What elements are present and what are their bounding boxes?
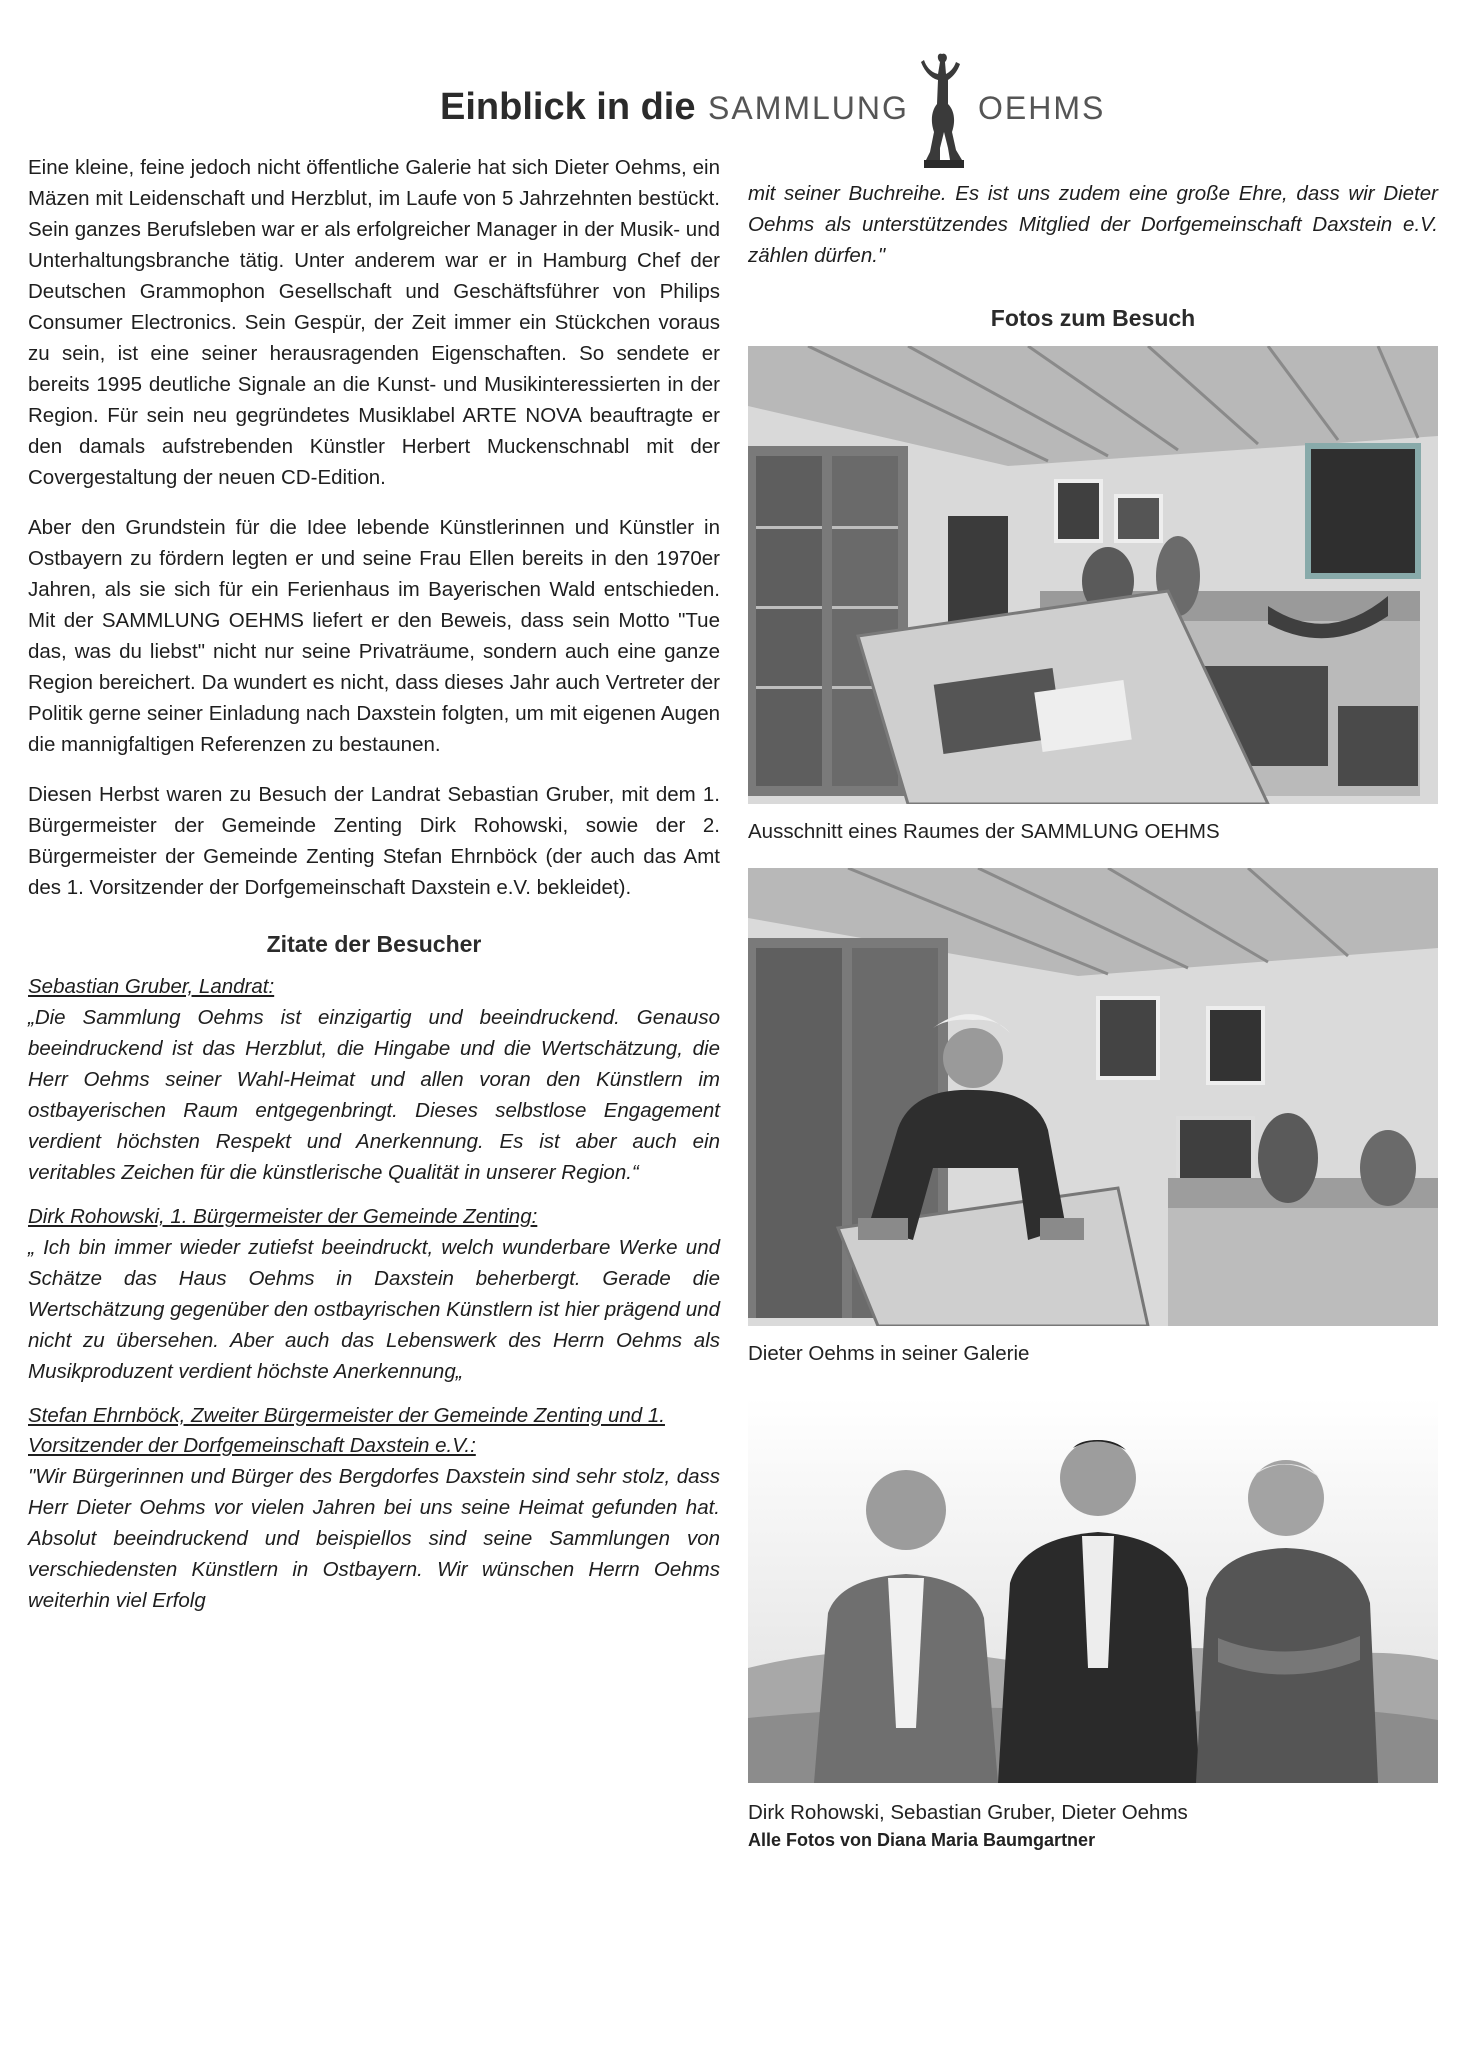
quote-text-rohowski: „ Ich bin immer wieder zutiefst beeindruckt, welch wunderbare Werke und Schätze das Haus Oehms in Daxstein beherbergt. Gerade die Wertschätzung gegenüber den ostbayrischen Künstlern ist hier prägend und nicht zu übersehen. Aber auch das Lebenswerk des Herrn Oehms als Musikproduzent verdient höchste Anerkennung„ xyxy=(28,1236,720,1383)
right-column xyxy=(748,178,1438,1853)
quote-text-ehrnboeck: "Wir Bürgerinnen und Bürger des Bergdorfes Daxstein sind sehr stolz, dass Herr Dieter Oehms vor vielen Jahren bei uns seine Heimat gefunden hat. Absolut beeindruckend und beispiellos sind seine Sammlungen von verschiedensten Künstlern in Ostbayern. Wir wünschen Herrn Oehms weiterhin viel Erfolg xyxy=(28,1465,720,1612)
quote-text-ehrnboeck-continued: mit seiner Buchreihe. Es ist uns zudem eine große Ehre, dass wir Dieter Oehms als unterstützendes Mitglied der Dorfgemeinschaft Daxstein e.V. zählen dürfen." xyxy=(748,182,1438,267)
sculpture-figure-icon xyxy=(912,48,976,170)
photo-three-visitors xyxy=(748,1398,1438,1783)
brand-name-left: SAMMLUNG xyxy=(708,90,909,126)
intro-paragraph-2: Aber den Grundstein für die Idee lebende Künstlerinnen und Künstler in Ostbayern zu fördern legten er und seine Frau Ellen bereits in den 1970er Jahren, als sie sich für ein Ferienhaus im Bayerischen Wald entschieden. Mit der SAMMLUNG OEHMS liefert er den Beweis, dass sein Motto "Tue das, was du liebst" nicht nur seine Privaträume, sondern auch eine ganze Region bereichert. Da wundert es nicht, dass dieses Jahr auch Vertreter der Politik gerne seiner Einladung nach Daxstein folgten, um mit eigenen Augen die mannigfaltigen Referenzen zu bestaunen. xyxy=(28,516,720,756)
intro-paragraph-1: Eine kleine, feine jedoch nicht öffentliche Galerie hat sich Dieter Oehms, ein Mäzen mit Leidenschaft und Herzblut, im Laufe von 5 Jahrzehnten bestückt. Sein ganzes Berufsleben war er als erfolgreicher Manager in der Musik- und Unterhaltungsbranche tätig. Unter anderem war er in Hamburg Chef der Deutschen Grammophon Gesellschaft und Geschäftsführer von Philips Consumer Electronics. Sein Gespür, der Zeit immer ein Stückchen voraus zu sein, ist eine seiner herausragenden Eigenschaften. So sendete er bereits 1995 deutliche Signale an die Kunst- und Musikinteressierten in der Region. Für sein neu gegründetes Musiklabel ARTE NOVA beauftragte er den damals aufstrebenden Künstler Herbert Muckenschnabl mit der Covergestaltung der neuen CD-Edition. xyxy=(28,156,720,489)
dieter-oehms-illustration xyxy=(748,868,1438,1326)
quotes-heading: Zitate der Besucher xyxy=(266,931,482,957)
photo-dieter-oehms xyxy=(748,868,1438,1326)
photo-caption-1: Ausschnitt eines Raumes der SAMMLUNG OEHMS xyxy=(748,820,1220,843)
photo-caption-3: Dirk Rohowski, Sebastian Gruber, Dieter Oehms xyxy=(748,1801,1188,1824)
article-title: Einblick in die xyxy=(440,86,696,128)
photo-gallery-room xyxy=(748,346,1438,804)
three-visitors-illustration xyxy=(748,1398,1438,1783)
intro-paragraph-3: Diesen Herbst waren zu Besuch der Landrat Sebastian Gruber, mit dem 1. Bürgermeister der Gemeinde Zenting Dirk Rohowski, sowie der 2. Bürgermeister der Gemeinde Zenting Stefan Ehrnböck (der auch das Amt des 1. Vorsitzender der Dorfgemeinschaft Daxstein e.V. bekleidet). xyxy=(28,783,720,899)
quote-speaker-ehrnboeck: Stefan Ehrnböck, Zweiter Bürgermeister der Gemeinde Zenting und 1. Vorsitzender der Dorfgemeinschaft Daxstein e.V.: xyxy=(28,1404,665,1457)
photo-caption-2: Dieter Oehms in seiner Galerie xyxy=(748,1342,1030,1365)
quote-speaker-gruber: Sebastian Gruber, Landrat: xyxy=(28,975,275,998)
photos-heading: Fotos zum Besuch xyxy=(990,305,1196,331)
quote-text-gruber: „Die Sammlung Oehms ist einzigartig und beeindruckend. Genauso beeindruckend ist das Herzblut, die Hingabe und die Wertschätzung, die Herr Oehms seiner Wahl-Heimat und allen voran den Künstlern im ostbayerischen Raum entgegenbringt. Dieses selbstlose Engagement verdient höchsten Respekt und Anerkennung. Es ist aber auch ein veritables Zeichen für die künstlerische Qualität in unserer Region.“ xyxy=(28,1006,720,1184)
left-column xyxy=(28,152,720,1630)
photo-credit: Alle Fotos von Diana Maria Baumgartner xyxy=(748,1830,1096,1850)
gallery-room-illustration xyxy=(748,346,1438,804)
brand-name-right: OEHMS xyxy=(978,90,1106,126)
quote-speaker-rohowski: Dirk Rohowski, 1. Bürgermeister der Gemeinde Zenting: xyxy=(28,1205,538,1228)
